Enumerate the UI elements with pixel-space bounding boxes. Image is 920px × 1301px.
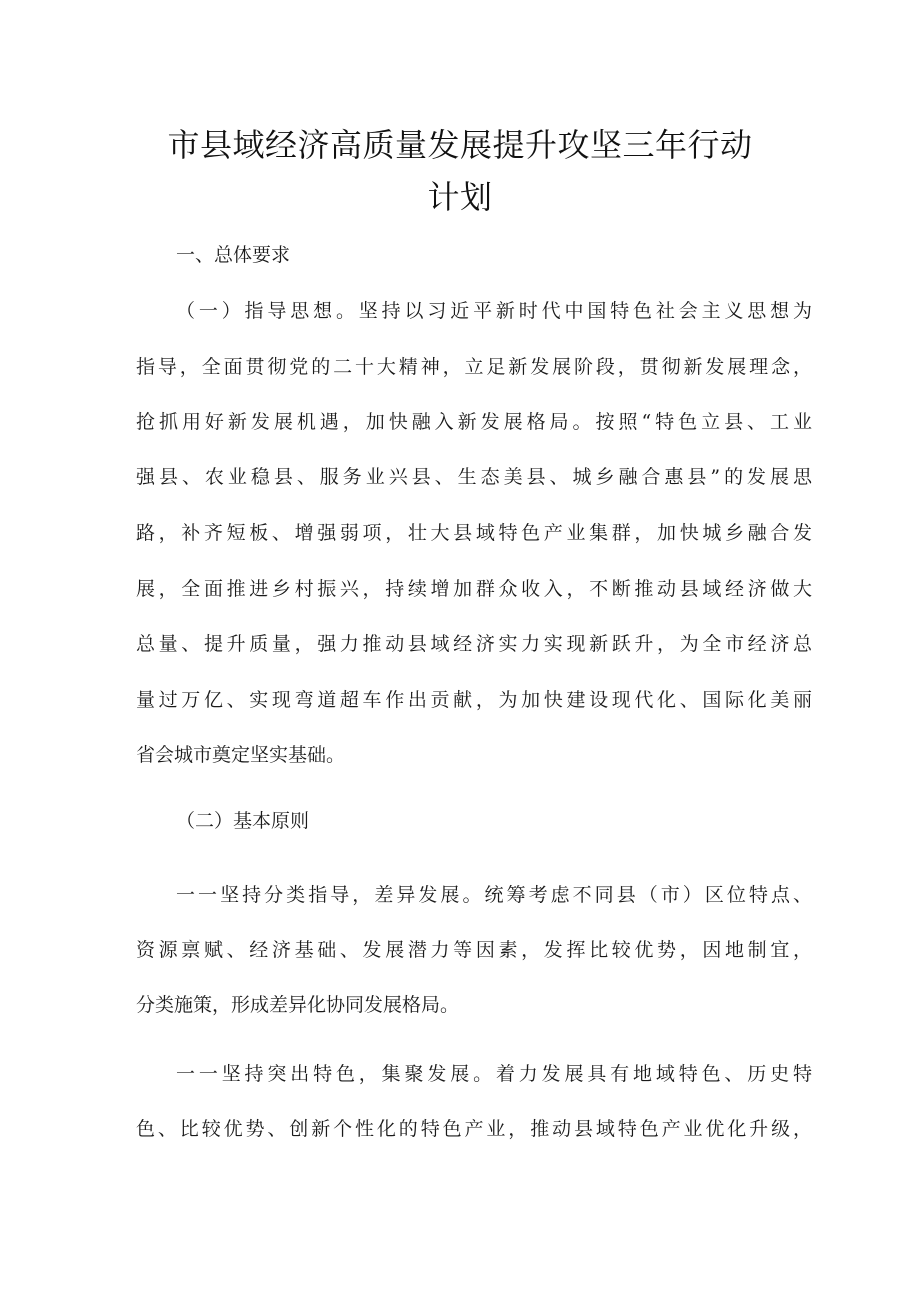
document-title-line-1: 市县域经济高质量发展提升攻坚三年行动: [167, 126, 753, 164]
subheading-basic-principles: （二）基本原则: [176, 810, 310, 832]
paragraph-principle-two-line: 一一坚持突出特色，集聚发展。着力发展具有地域特色、历史特: [176, 1063, 812, 1085]
paragraph-guiding-thought-line: 路，补齐短板、增强弱项，壮大县域特色产业集群，加快城乡融合发: [136, 522, 812, 544]
paragraph-principle-one-line: 一一坚持分类指导，差异发展。统筹考虑不同县（市）区位特点、: [176, 884, 812, 906]
section-heading-overall-requirements: 一、总体要求: [176, 244, 291, 266]
document-title-line-2: 计划: [427, 178, 493, 216]
paragraph-guiding-thought-line: （一）指导思想。坚持以习近平新时代中国特色社会主义思想为: [176, 300, 812, 322]
paragraph-guiding-thought-line: 省会城市奠定坚实基础。: [136, 744, 346, 766]
paragraph-principle-one-line: 资源禀赋、经济基础、发展潜力等因素，发挥比较优势，因地制宜，: [136, 939, 812, 961]
paragraph-guiding-thought-line: 量过万亿、实现弯道超车作出贡献，为加快建设现代化、国际化美丽: [136, 689, 812, 711]
paragraph-guiding-thought-line: 总量、提升质量，强力推动县域经济实力实现新跃升，为全市经济总: [136, 633, 812, 655]
paragraph-guiding-thought-line: 展，全面推进乡村振兴，持续增加群众收入，不断推动县域经济做大: [136, 578, 812, 600]
paragraph-guiding-thought-line: 强县、农业稳县、服务业兴县、生态美县、城乡融合惠县”的发展思: [136, 466, 812, 488]
paragraph-guiding-thought-line: 指导，全面贯彻党的二十大精神，立足新发展阶段，贯彻新发展理念，: [136, 356, 812, 378]
paragraph-principle-one-line: 分类施策，形成差异化协同发展格局。: [136, 994, 460, 1016]
paragraph-guiding-thought-line: 抢抓用好新发展机遇，加快融入新发展格局。按照“特色立县、工业: [136, 411, 812, 433]
paragraph-principle-two-line: 色、比较优势、创新个性化的特色产业，推动县域特色产业优化升级，: [136, 1118, 812, 1140]
